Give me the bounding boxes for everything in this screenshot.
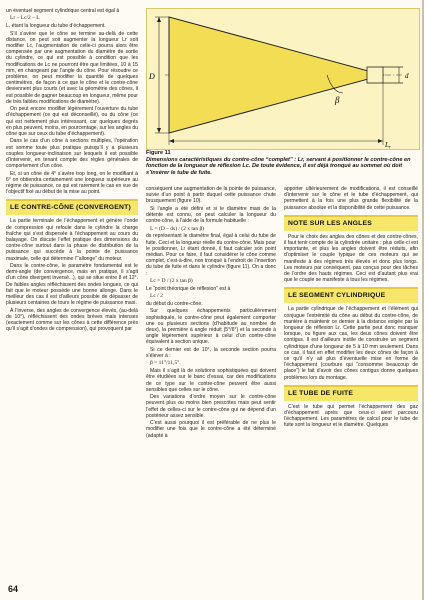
section-heading: LE CONTRE-CÔNE (CONVERGENT) [6, 199, 138, 215]
page-number: 64 [8, 584, 19, 594]
paragraph: du début du contre-cône. [146, 300, 203, 307]
label-beta: β [335, 95, 340, 105]
paragraph: C’est le tube qui permet l’échappement des gaz d’échappement après que ceux-ci aient parcouru l’échappement. Les paramètres de calcul pour le tube de fuite sont la longueur et le diamètre. Quelques [284, 403, 418, 429]
figure-caption [146, 150, 418, 176]
paragraph: ds représentant le diamètre final, égal à celui du tube de fuite. Ceci et la longueur réelle du contre-cône. Mais pour le positionner, Lr étant donné, il faut calculer son point médian. Pour ce faire, il faut considérer le cône comme complet, c’est-à-dire, non tronqué à l’endroit de l’insertion du tube de fuite et dans le cylindre (figure 11). On a donc : [146, 233, 276, 277]
paragraph: S’il s’avère que le cône se termine au-delà de cette distance, on peut soit augmenter la longueur Lr soit modifier Lc, l’augmentation de celle-ci pourra alors être compensée par une augmentation du diamètre de sortie du cylindre, ce qui est possible à condition que les modifications de Lc ne pourront être que limitées, 10 à 15 mm, en changeant par l’angle du cône. Pour résoudre ce problème, on peut modifier la quantité de quelques centimètres, de façon à ce que le cône et le contre-cône deviennent plus courts (et avec la géométrie des cônes, il est possible de gagner beaucoup en longueur, même pour de très faibles modifications de diamètre). [6, 30, 138, 105]
paragraph: Dans le contre-cône, le paramètre fondamental est le demi-angle (de convergence, mais en pratique, il s’agit d’un cône divergent inversé...), qui se situe entre 8 et 12°. De faibles angles réfléchissent des ondes longues, ce qui fait que le moteur possède une bonne allonge. Dans le meilleur des cas il est d’ailleurs possible de dépasser de plusieurs centaines de tours le régime de puissance maxi. [6, 263, 138, 307]
paragraph: conséquent une augmentation de la pointe de puissance, suivie d’un point à partir duquel cette puissance chute brusquement (figure 10). [146, 186, 276, 205]
cone-shape [169, 17, 383, 133]
section-heading: LE SEGMENT CYLINDRIQUE [284, 287, 418, 303]
column-2 [146, 186, 276, 581]
paragraph: Si l’angle a été défini et si le diamètre maxi de la détente est connu, on peut calculer la longueur du contre-cône, à l’aide de la formule habituelle : [146, 205, 276, 225]
formula: L = (D – ds) / (2 x tan β) [150, 225, 205, 232]
formula: Lc = D / (2 x tan β) [150, 277, 193, 284]
paragraph: Pour le choix des angles des cônes et des contre-cônes, il faut tenir compte de la cylindrée unitaire : plus celle-ci est importante, et plus les angles doivent être réduits, afin d’optimiser le couple typique de ces moteurs qui se manifeste à des régimes très élevés et donc plus longs. Les moteurs par conséquent, pas conçus pour des tâches de l’ordre des hauts régimes. Ceci est d’autant plus vrai que le couple se manifeste à tous les régimes. [284, 233, 418, 284]
contre-cone-diagram [147, 9, 419, 149]
paragraph: Dans le cas d’un cône à sections multiples, l’opération est somme toute plus pratique puisqu’il y a plusieurs couples longueur-inclinaison sur lesquels il est possible d’intervenir, en tenant compte des règles générales de comportement d’un cône. [6, 138, 138, 170]
section-heading: NOTE SUR LES ANGLES [284, 215, 418, 231]
paragraph: Si ce dernier est de 10°, la seconde section pourra s’élever à : [146, 346, 276, 359]
paragraph: Sur quelques échappements particulièrement sophistiqués, le contre-cône peut également comporter une ou plusieurs sections (d’habitude au nombre de deux), la première à angle réduit (5°/6°) et la seconde à angle légèrement supérieur à celui d’un contre-cône équivalent à section unique. [146, 308, 276, 346]
paragraph: un éventuel segment cylindrique central est égal à [6, 8, 120, 14]
figure-caption-text: Dimensions caractéristiques du contre-cône “complet” : Lr, servant à positionner le contre-cône en fonction de la longueur de réflexion Lc. De toute évidence, il est déjà tronqué au sommet où doit s’insérer le tube de fuite. [146, 156, 411, 176]
paragraph: apporter ultérieurement de modifications, il est conseillé d’intervenir sur le cône et le tube d’échappement, qui permettent à la fois une plus grande flexibilité de la puissance absolue et la disponibilité de cette puissance. [284, 186, 418, 211]
section-heading: LE TUBE DE FUITE [284, 385, 418, 401]
label-L: $L_r$ [385, 141, 391, 149]
label-D: D [149, 72, 155, 81]
tube-insert [367, 67, 383, 83]
formula: β = 11°/11,5°. [150, 360, 181, 367]
figure-number: Figure 11 [146, 150, 171, 156]
paragraph: Des variations d’ordre moyen sur le contre-cône peuvent plus ou moins bien prescrites mais peut sentir l’effet de celles-ci sur le contre-cône qui ne dépend d’un postérieur assez sensible. [146, 394, 276, 419]
paragraph: Mais il s’agit là de solutions sophistiquées qui doivent être étudiées sur le banc d’essai, car des modifications de ce type sur le contre-cône peuvent être aussi sensibles que celles sur le cône. [146, 368, 276, 393]
paragraph: Le “point théorique de réflexion” est à [146, 285, 231, 292]
paragraph: À l’inverse, des angles de convergence élevés, (au-delà de 10°), réfléchissent des ondes brèves mais intenses (exactement comme sur les cônes à cette différence près qu’il s’agit d’ondes de compression), qui provoquent par [6, 307, 138, 333]
paragraph: C’est aussi pourquoi il est préférable de ne plus le modifier une fois que le contre-cône a été déterminé (adapté à [146, 420, 276, 439]
formula: Lc / 2 [150, 293, 163, 300]
paragraph: L, étant la longueur du tube d’échappement. [6, 23, 106, 30]
column-3 [284, 186, 418, 581]
figure-11-diagram [146, 8, 420, 150]
paragraph: On peut encore modifier légèrement l’ouverture du tube d’échappement (ce qui est déconseillé), ou du cône (ce qui est nettement plus intéressant, car quelques degrés en plus peuvent, moins, en pourcentage, sur les angles du cône que sur ceux du tube d’échappement). [6, 106, 138, 137]
paragraph: La partie cylindrique de l’échappement et l’élément qui conjugue l’extrémité du cône au début du contre-cône, de manière à maintenir ce dernier à la distance exigée par la longueur de réflexion Lr. Cette partie peut donc manquer lorsque, ou figure aux cas, les deux cônes doivent être contigus. Il est d’ailleurs inutile de construire un segment cylindrique d’une longueur de 5 à 10 mm seulement. Dans ce cas, il faut en effet modifier les deux cônes de façon à ce qu’il n’y ait plus d’éventuelle mise en forme de l’échappement (courbure qui “consomme beaucoup de place”) le fait d’avoir des cônes contigus donne quelques problèmes lors du montage. [284, 306, 418, 381]
formula: Lr – Lc/2 – L [10, 15, 40, 22]
paragraph: La partie terminale de l’échappement et génère l’onde de compression qui refoule dans le cylindre la charge fraîche qui s’est dispersée à l’échappement au cours du balayage. On discute l’effet pratique des dimensions du contre-cône surtout dans la phase de distribution de la puissance qui succède à la pointe de puissance maximale, celle qui détermine l’“allonge” du moteur. [6, 218, 138, 262]
paragraph: Et, si un cône de 4° s’avère trop long, on le modifiant à 6° on obtiendra certainement une longueur supérieure au régime de puissance, ce qui est rarement le cas en vue de l’objectif fixé au début de la mise au point. [6, 170, 138, 196]
label-d: d [405, 72, 409, 80]
column-1 [6, 8, 138, 580]
